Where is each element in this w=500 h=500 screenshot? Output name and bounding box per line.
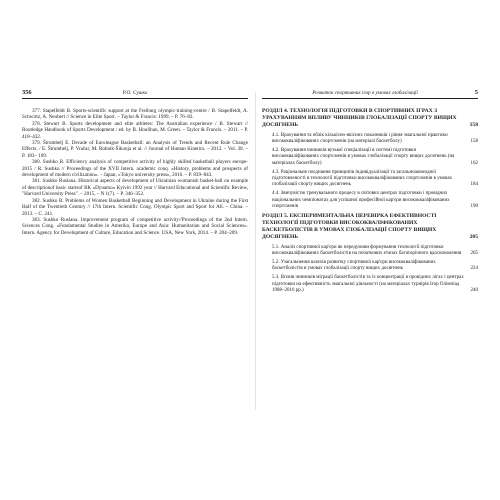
right-running-head (262, 88, 478, 99)
reference-item: 381. Sushko Ruslana. Historical aspects of development of Ukrainian womanish basket-ball on example of descriptionof basic startsof BK «Dynamo» Kyivin 1992 year // Harvard Educational and Scientific Review, "Harvard University Press". – 2015, – N 1(7). – P. 346–352. (22, 178, 248, 198)
section-title: 5.3. Вплив чинників міграції баскетболістів та їх концентрації в провідних лігах і центрах підготовки на ефективність змагальної діяльності (на матеріалах турнірів Ігор Олімпіад 1988–2016 рр.) (272, 275, 464, 293)
section-page: 162 (470, 160, 478, 166)
toc-chapter-5[interactable] (262, 213, 478, 241)
toc-section-5-3[interactable] (272, 275, 478, 294)
section-title: 4.2. Врахування чинників вузької спеціалізації в системі підготовки висококваліфікованих спортсменів в умовах глобалізації спорту вищих досягнень (на матеріалах баскетболу) (272, 148, 455, 166)
left-page-number: 356 (22, 89, 32, 96)
reference-item: 378. Stewart B. Sports development and elite athletes: The Australian experience / B. Stewart // Routledge Handbook of Sports Development / ed. by B. Houlihan, M. Green. – Taylor & Francis. – 2011. – P. 418–432. (22, 120, 248, 140)
section-title: 5.1. Аналіз спортивної кар'єри як передумови формування технології підготовки висококваліфікованих баскетболістів на початкових етапах багаторічного вдосконалення (272, 244, 462, 256)
reference-item: 380. Sushko R. Efficiency analysis of competitive activity of highly skilled basketball players europe-2015 / R. Sushko // Proceedings of the XVII Intern. academic conq. «History, problems and prospects of development of modern civilization». – Japan; «Tokyo university press», 2016. – P. 839–843. (22, 159, 248, 179)
left-page (22, 88, 248, 418)
page-gutter (255, 92, 256, 410)
section-page: 190 (470, 203, 478, 209)
chapter-page: 158 (469, 121, 478, 128)
toc-chapter-4[interactable] (262, 108, 478, 129)
reference-list (22, 108, 248, 236)
toc-section-4-3[interactable] (272, 170, 478, 189)
section-page: 184 (470, 182, 478, 188)
reference-item: 383. Sushko Ruslana. Improvement program of competitive activity//Proceedings of the 2nd Intern. Sciences Cong. «Fundamental Studies in Amerika, Europe and Asia: Humanitarian and Social Sciences». Intern. Agency for Development of Culture, Education and Science. USA, New York, 2014. – P. 204–209. (22, 216, 248, 236)
right-page-number: 5 (474, 89, 478, 96)
toc-section-4-1[interactable] (272, 133, 478, 145)
section-title: 5.2. Узагальнення шляхів розвитку спортивної кар'єри висококваліфікованих баскетболістів в умовах глобалізації спорту вищих досягнень (272, 259, 436, 272)
left-running-title: Р.О. Сушко (122, 90, 148, 96)
reference-item: 379. Štrumbelj E. Decade of Euroleague Basketball: an Analysis of Trends and Recent Rule Change Effects. / E. Štrumbelj, P. Vračar, M. Robnik-Šikonja et al. // Journal of Human Kinetics. – 2013. – Vol. 38. – P. 183– 189. (22, 140, 248, 159)
right-page (262, 88, 478, 418)
toc-section-4-2[interactable] (272, 148, 478, 167)
section-title: 4.1. Врахування та облік кількісно-якісних показників і рівня змагальної практики висококваліфікованих спортсменів (на матеріалі баскетболу) (272, 132, 448, 144)
reference-item: 377. Stapelfeldt B. Sports-scientific support at the Freiburg olympic-training-centre / B. Stapelfeldt, A. Schwirtz, A. Neubert // Science in Elite Sport. – Taylor & Francis: 1999. – P. 76–82. (22, 108, 248, 121)
section-page: 240 (470, 287, 478, 293)
reference-item: 382. Sushko R. Problems of Women Basketball Beginning and Development in Ukraine during the First Half of the Twentieth Century // 17th Intern. Scientific Cong. Olympic Sport and Sport for All. – China. – 2013. – С. 241. (22, 197, 248, 217)
toc-section-5-1[interactable] (272, 245, 478, 257)
chapter-title: РОЗДІЛ 5. ЕКСПЕРИМЕНТАЛЬНА ПЕРЕВІРКА ЕФЕКТИВНОСТІ ТЕХНОЛОГІЇ ПІДГОТОВКИ ВИСОКОКВАЛІФІКОВАНИХ БАСКЕТБОЛІСТІВ В УМОВАХ ГЛОБАЛІЗАЦІЇ СПОРТУ ВИЩИХ ДОСЯГНЕНЬ (262, 212, 437, 240)
section-title: 4.4. Звичувістю тренувального процесу в світових центрах підготовки і провідних національних чемпіонатах для успішної професійної кар'єри висококваліфікованих спортсменів (272, 191, 450, 209)
toc-section-4-4[interactable] (272, 191, 478, 210)
chapter-page: 205 (469, 233, 478, 240)
left-running-head (22, 88, 248, 99)
section-title: 4.3. Раціональне поєднання принципів індивідуалізації та загальноакомодної підготовленості в технології підготовки висококваліфікованих спортсменів в умовах глобалізації спорту вищих досягнень (272, 169, 453, 188)
section-page: 205 (470, 250, 478, 256)
right-running-title: Розвиток спортивних ігор в умовах глобалізації (312, 90, 418, 96)
section-page: 224 (470, 266, 478, 272)
table-of-contents (262, 108, 478, 294)
toc-section-5-2[interactable] (272, 260, 478, 272)
section-page: 158 (470, 138, 478, 144)
chapter-title: РОЗДІЛ 4. ТЕХНОЛОГІЯ ПІДГОТОВКИ В СПОРТИВНИХ ІГРАХ З УРАХУВАННЯМ ВПЛИВУ ЧИННИКІВ ГЛОБАЛІЗАЦІЇ СПОРТУ ВИЩИХ ДОСЯГНЕНЬ (262, 108, 457, 128)
